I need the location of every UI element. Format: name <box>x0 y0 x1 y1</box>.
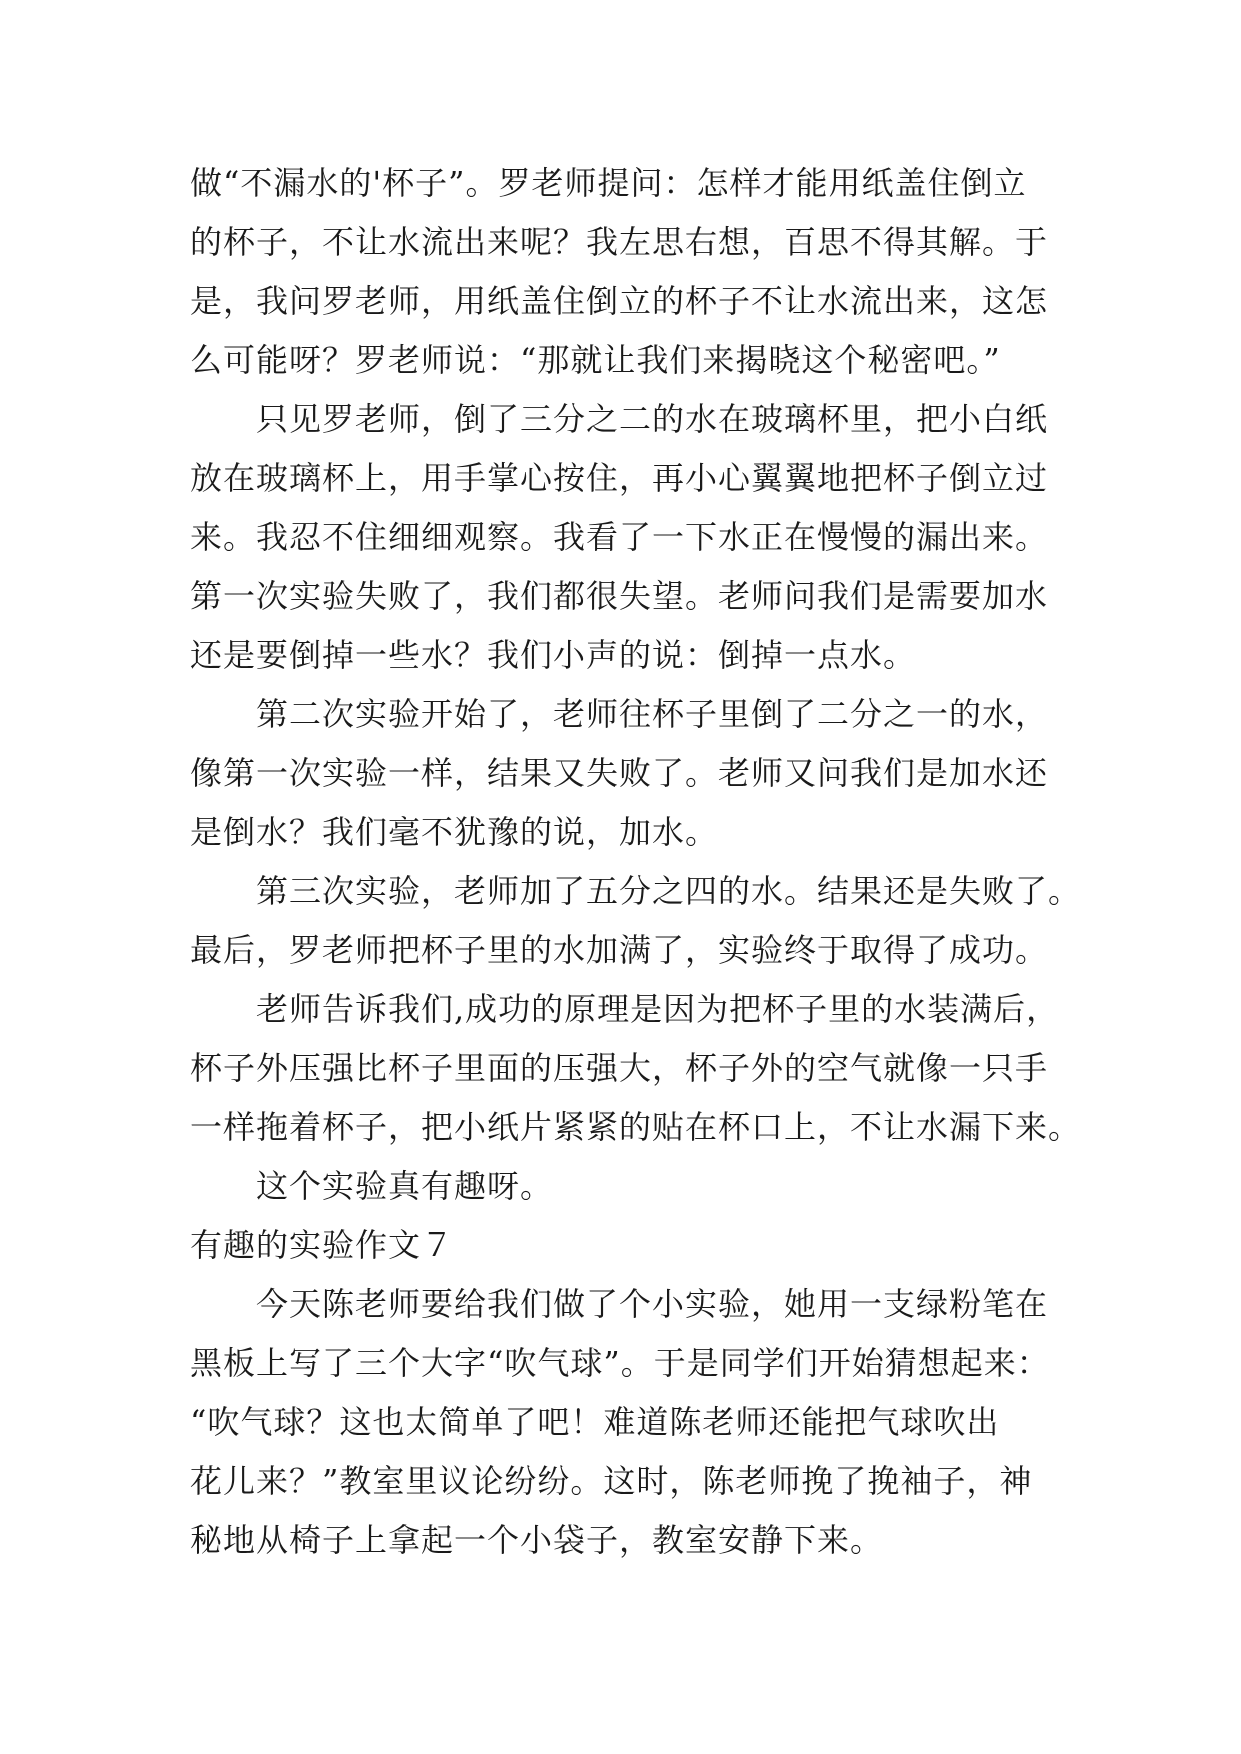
text-line: 还是要倒掉一些水？我们小声的说：倒掉一点水。 <box>190 636 917 674</box>
text-line: 花儿来？”教室里议论纷纷。这时，陈老师挽了挽袖子，神 <box>190 1462 1033 1500</box>
document-body <box>190 154 1110 1570</box>
text-line: 今天陈老师要给我们做了个小实验，她用一支绿粉笔在 <box>256 1285 1049 1323</box>
text-line: 的杯子，不让水流出来呢？我左思右想，百思不得其解。于 <box>190 223 1049 261</box>
text-line: 黑板上写了三个大字“吹气球”。于是同学们开始猜想起来： <box>190 1344 1050 1382</box>
text-line: 只见罗老师，倒了三分之二的水在玻璃杯里，把小白纸 <box>256 400 1049 438</box>
text-line: “吹气球？这也太简单了吧！难道陈老师还能把气球吹出 <box>190 1403 1000 1441</box>
text-line: 像第一次实验一样，结果又失败了。老师又问我们是加水还 <box>190 754 1049 792</box>
text-line: 第二次实验开始了，老师往杯子里倒了二分之一的水， <box>256 695 1049 733</box>
text-line: 一样拖着杯子，把小纸片紧紧的贴在杯口上，不让水漏下来。 <box>190 1108 1082 1146</box>
text-line: 做“不漏水的'杯子”。罗老师提问：怎样才能用纸盖住倒立 <box>190 164 1027 202</box>
text-line: 秘地从椅子上拿起一个小袋子，教室安静下来。 <box>190 1521 884 1559</box>
text-line: 最后，罗老师把杯子里的水加满了，实验终于取得了成功。 <box>190 931 1049 969</box>
text-line: 么可能呀？罗老师说：“那就让我们来揭晓这个秘密吧。” <box>190 341 1001 379</box>
text-line: 老师告诉我们,成功的原理是因为把杯子里的水装满后， <box>256 990 1060 1028</box>
text-line: 第三次实验，老师加了五分之四的水。结果还是失败了。 <box>256 872 1082 910</box>
text-line: 来。我忍不住细细观察。我看了一下水正在慢慢的漏出来。 <box>190 518 1049 556</box>
text-line: 这个实验真有趣呀。 <box>256 1167 554 1205</box>
text-line: 放在玻璃杯上，用手掌心按住，再小心翼翼地把杯子倒立过 <box>190 459 1049 497</box>
text-line: 是，我问罗老师，用纸盖住倒立的杯子不让水流出来，这怎 <box>190 282 1049 320</box>
section-heading: 有趣的实验作文７ <box>190 1226 455 1264</box>
text-line: 是倒水？我们毫不犹豫的说，加水。 <box>190 813 719 851</box>
text-line: 第一次实验失败了，我们都很失望。老师问我们是需要加水 <box>190 577 1049 615</box>
text-line: 杯子外压强比杯子里面的压强大，杯子外的空气就像一只手 <box>190 1049 1049 1087</box>
